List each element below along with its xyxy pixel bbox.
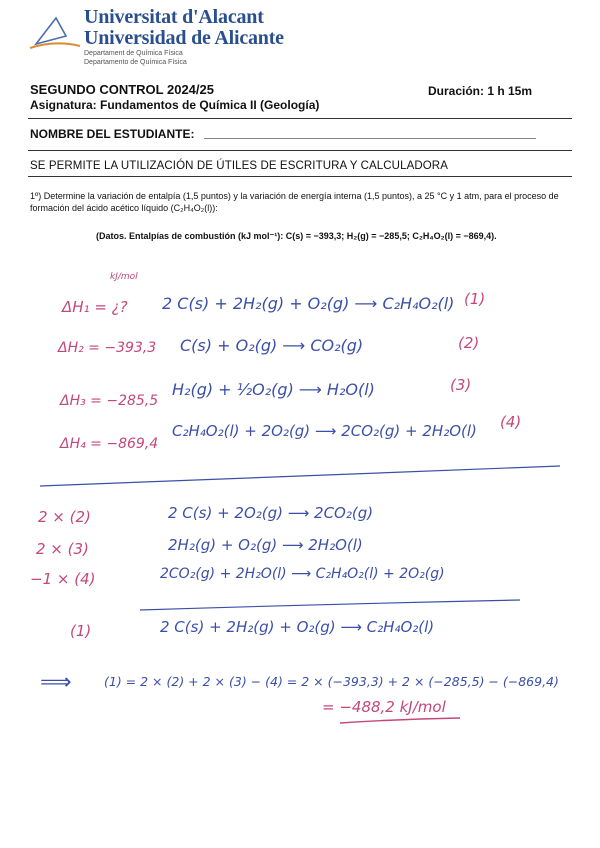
eq3-reaction: H₂(g) + ½O₂(g) ⟶ H₂O(l)	[172, 380, 375, 399]
implies-arrow: ⟹	[40, 670, 72, 695]
mult-2: 2 × (2)	[38, 508, 91, 526]
sum-number: (1)	[70, 622, 92, 640]
eq1-number: (1)	[464, 290, 486, 308]
student-name-label: NOMBRE DEL ESTUDIANTE:	[30, 127, 195, 141]
question-text: 1º) Determine la variación de entalpía (1,5 puntos) y la variación de energía interna (1,5 puntos), a 25 °C y 1 atm, para el proceso de formación del ácido acético líquido (C₂H₄O₂(l)):	[30, 191, 559, 213]
unit-note: kJ/mol	[110, 272, 138, 282]
sum-reaction: 2 C(s) + 2H₂(g) + O₂(g) ⟶ C₂H₄O₂(l)	[160, 618, 435, 636]
eq4-reaction: C₂H₄O₂(l) + 2O₂(g) ⟶ 2CO₂(g) + 2H₂O(l)	[172, 422, 477, 440]
row-4: 2CO₂(g) + 2H₂O(l) ⟶ C₂H₄O₂(l) + 2O₂(g)	[160, 566, 445, 582]
result: = −488,2 kJ/mol	[322, 698, 446, 716]
eq1-reaction: 2 C(s) + 2H₂(g) + O₂(g) ⟶ C₂H₄O₂(l)	[162, 294, 455, 313]
exam-duration: Duración: 1 h 15m	[428, 84, 533, 98]
eq4-enthalpy: ΔH₄ = −869,4	[60, 436, 159, 452]
university-name-es: Universidad de Alicante	[84, 27, 284, 49]
row-3: 2H₂(g) + O₂(g) ⟶ 2H₂O(l)	[168, 536, 363, 554]
calc-line: (1) = 2 × (2) + 2 × (3) − (4) = 2 × (−393,3) + 2 × (−285,5) − (−869,4)	[104, 674, 559, 689]
exam-title: SEGUNDO CONTROL 2024/25	[30, 82, 214, 97]
department-ca: Departament de Química Física	[84, 50, 183, 57]
mult-3: 2 × (3)	[36, 540, 89, 558]
row-2: 2 C(s) + 2O₂(g) ⟶ 2CO₂(g)	[168, 504, 374, 522]
exam-subject: Asignatura: Fundamentos de Química II (Geología)	[30, 98, 320, 112]
eq1-enthalpy: ΔH₁ = ¿?	[62, 298, 128, 316]
eq2-enthalpy: ΔH₂ = −393,3	[58, 340, 157, 356]
eq3-enthalpy: ΔH₃ = −285,5	[60, 393, 159, 409]
eq2-reaction: C(s) + O₂(g) ⟶ CO₂(g)	[180, 336, 364, 355]
mult-4: −1 × (4)	[30, 570, 96, 588]
university-name-ca: Universitat d'Alacant	[84, 6, 264, 28]
eq4-number: (4)	[500, 413, 522, 431]
eq3-number: (3)	[450, 376, 472, 394]
eq2-number: (2)	[458, 334, 480, 352]
department-es: Departamento de Química Física	[84, 59, 187, 66]
question-data: (Datos. Entalpías de combustión (kJ mol⁻¹): C(s) = −393,3; H₂(g) = −285,5; C₂H₄O₂(l) = −869,4).	[96, 231, 497, 241]
allowed-notice: SE PERMITE LA UTILIZACIÓN DE ÚTILES DE ESCRITURA Y CALCULADORA	[30, 160, 448, 172]
